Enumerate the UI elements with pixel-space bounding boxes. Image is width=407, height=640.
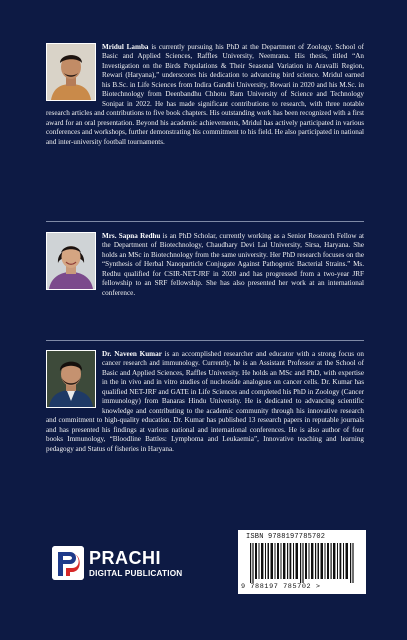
author-bio-text: is an accomplished researcher and educator with a strong focus on cancer research and immunology. Currently, he is an Assistant Professor at the School of Basic and Applied Sciences, Raffles University. He holds an MSc and PhD, with expertise in the in vivo and in vitro studies of nucleoside analogues on cancer cells. Dr. Kumar has qualified NET-JRF and GATE in Life Sciences and completed his PhD in Zoology (Cancer immunology) from Banaras Hindu University. He is dedicated to advancing scientific knowledge and contributing to the academic community through his innovative research and commitment to high-quality education. Dr. Kumar has published 13 research papers in reputable journals and has presented his findings at various national and international conferences. He is also author of four books Immunology, “Bloodline Battles: Lymphoma and Leukaemia”, Innovative teaching and learning pedagogy and Status of fisheries in Haryana. xyxy=(46,350,364,453)
bio-sapna-redhu xyxy=(46,232,364,298)
author-photo-sapna-redhu xyxy=(46,232,96,290)
isbn-barcode xyxy=(238,530,366,594)
bio-naveen-kumar xyxy=(46,350,364,454)
barcode-digits: 9 788197 785702 > xyxy=(241,583,321,591)
author-bio-text: is currently pursuing his PhD at the Department of Zoology, School of Basic and Applied Sciences, Raffles University, Neemrana. His thesis, titled “An Investigation on the Birds Populations & Their Seasonal Variation in Aravalli Region, Rewari (Haryana),” underscores his dedication to advancing bird science. Mridul earned his B.Sc. in Life Sciences from Indira Gandhi University, Rewari in 2020 and his M.Sc. in Biotechnology from Deenbandhu Chhotu Ram University of Science and Technology Sonipat in 2022. He has made significant contributions to research, with three notable research articles and contributions to five book chapters. His outstanding work has been recognized with a first award for an oral presentation. Beyond his academic achievements, Mridul has actively participated in various conferences and workshops, further demonstrating his commitment to his field. He also participated in national and inter-university football tournaments. xyxy=(46,43,364,146)
publisher-subtitle: DIGITAL PUBLICATION xyxy=(89,568,183,578)
publisher-logo xyxy=(52,546,182,580)
section-divider xyxy=(46,221,364,222)
author-name: Mrs. Sapna Redhu xyxy=(102,232,161,240)
publisher-emblem-icon xyxy=(52,546,84,580)
author-bio-text: is an PhD Scholar, currently working as a Senior Research Fellow at the Department of Biotechnology, Chaudhary Devi Lal University, Sirsa, Haryana. She holds an MSc in Biotechnology from the same university. Her PhD research focuses on the “Synthesis of Herbal Nanoparticle Conjugate Against Pathogenic Bacterial Strains.” Ms. Redhu qualified for CSIR-NET-JRF in 2020 and has progressed from a two-year JRF fellowship to an SRF fellowship. She has also presented her work at an international conference. xyxy=(102,232,364,297)
bio-mridul-lamba xyxy=(46,43,364,147)
isbn-label: ISBN 9788197785702 xyxy=(246,533,326,541)
barcode-icon xyxy=(250,543,356,583)
author-name: Mridul Lamba xyxy=(102,43,149,51)
author-name: Dr. Naveen Kumar xyxy=(102,350,162,358)
publisher-name: PRACHI xyxy=(89,547,162,568)
author-photo-mridul-lamba xyxy=(46,43,96,101)
section-divider xyxy=(46,340,364,341)
author-photo-naveen-kumar xyxy=(46,350,96,408)
